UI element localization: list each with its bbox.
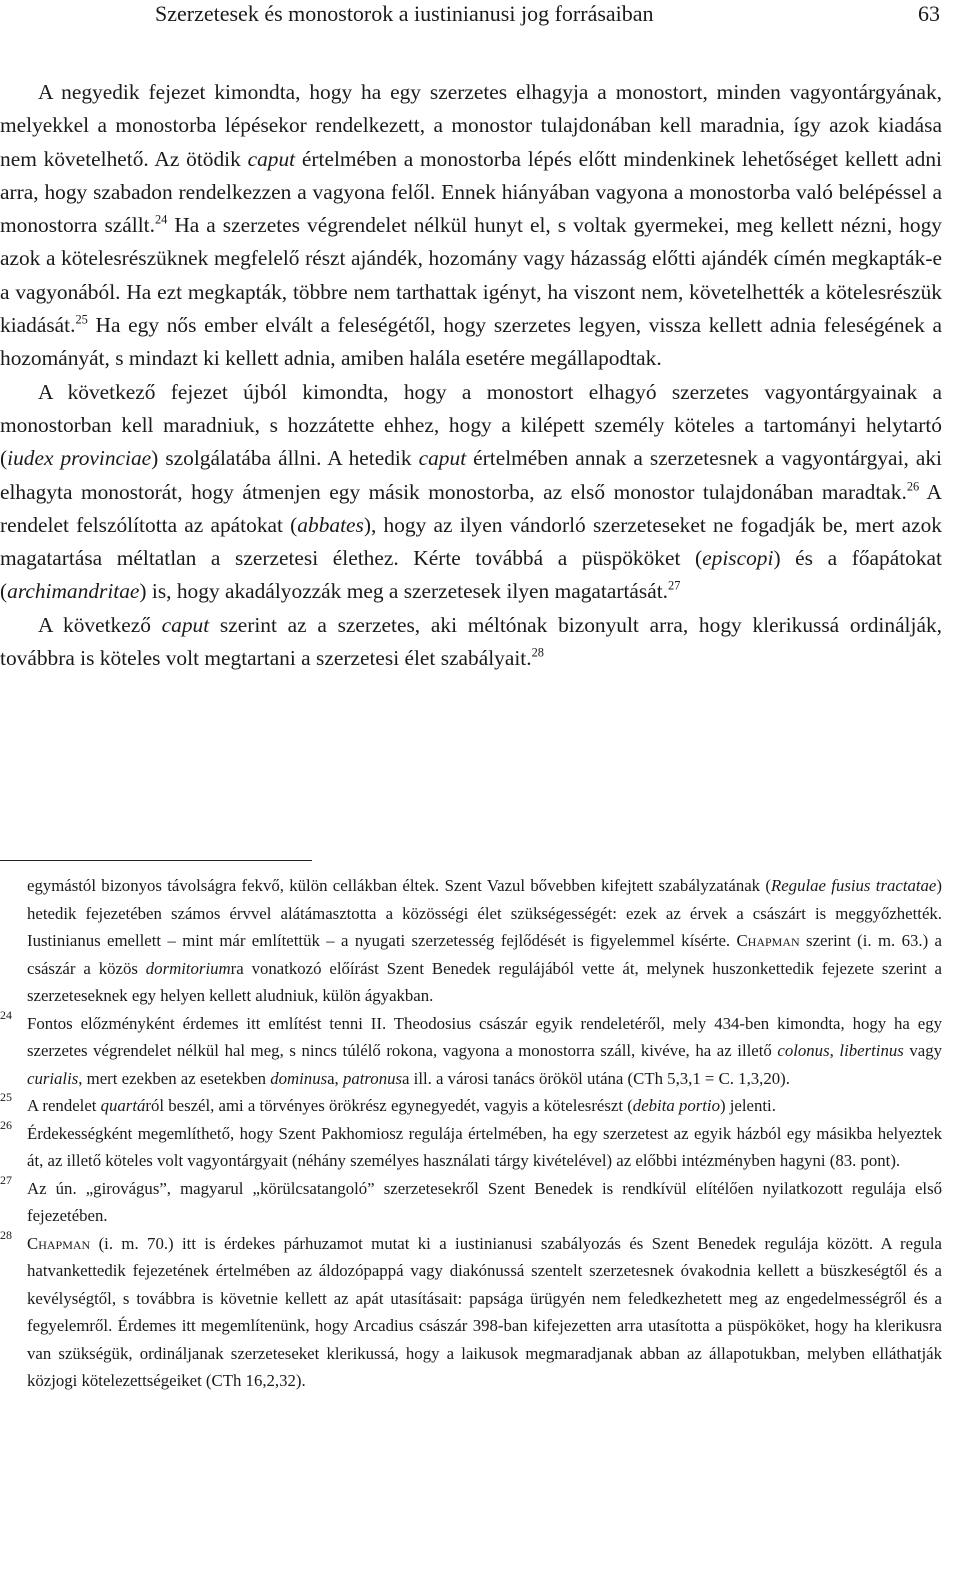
text-run: Az ún. „girovágus”, magyarul „körülcsatangoló” szerzetesekről Szent Benedek is rendkívül elítélően nyilatkozott regulája első fejezetében. <box>27 1178 942 1225</box>
page-number: 63 <box>918 1 940 26</box>
footnote-26 <box>0 1117 942 1175</box>
text-run: egymástól bizonyos távolságra fekvő, külön cellákban éltek. Szent Vazul bővebben kifejtett szabályzatának ( <box>27 876 771 895</box>
footnote-number: 26 <box>0 1117 12 1132</box>
italic-term: abbates <box>297 512 364 537</box>
italic-term: archimandritae <box>7 579 140 604</box>
footnote-28 <box>0 1227 942 1395</box>
paragraph <box>0 76 942 376</box>
text-run: ) szolgálatába állni. A hetedik <box>151 446 419 471</box>
footnote-ref[interactable]: 24 <box>154 212 168 227</box>
paragraph <box>0 609 942 676</box>
text-run: Fontos előzményként érdemes itt említést tenni II. Theodosius császár egyik rendeletéről, mely 434-ben kimondta, hogy ha egy szerzetes végrendelet nélkül hal meg, s nincs túlélő rokona, vagyona a monostorra száll, kivéve, ha az illető <box>27 1013 942 1060</box>
footnote-ref[interactable]: 25 <box>75 312 88 327</box>
text-run: szerint az a szerzetes, aki méltónak bizonyult arra, hogy klerikussá ordinálják, továbbra is köteles volt megtartani a szerzetesi élet szabályait. <box>0 612 942 671</box>
text-run: a, <box>327 1068 343 1088</box>
running-header <box>0 0 960 36</box>
text-run: a ill. a városi tanács örököl utána (CTh 5,3,1 = C. 1,3,20). <box>402 1068 790 1088</box>
author-name: Chapman <box>736 931 800 950</box>
footnote-number: 25 <box>0 1090 12 1104</box>
italic-term: caput <box>247 146 296 171</box>
text-run: ) hetedik fejezetében számos érvvel alátámasztotta a közösségi élet szükségességét: ezek az érvek a császárt is meggyőzhették. Iustinianus emellett – mint már említettük – a nyugati szerzetesség fejlődését is figyelemmel kísérte. <box>27 876 942 950</box>
footnote-24 <box>0 1007 942 1093</box>
text-run: ról beszél, ami a törvényes örökrész egynegyedét, vagyis a kötelesrészt ( <box>145 1096 633 1115</box>
footnote-number: 27 <box>0 1172 12 1187</box>
text-run: (i. m. 70.) itt is érdekes párhuzamot mutat ki a iustinianusi szabályozás és Szent Benedek regulája között. A regula hatvankettedik fejezetének értelmében az áldozópappá vagy diakónussá szentelt szerzetesnek óvakodnia kellett a büszkeségtől és a kevélységtől, s továbbra is követnie kellett az apát utasításait: papsága ürügyén nem feledkezhetett meg az engedelmességről és a fegyelemről. Érdemes itt megemlítenünk, hogy Arcadius császár 398-ban kifejezetten arra utasította a püspököket, hogy ha klerikusra van szükségük, ordináljanak szerzeteseket klerikussá, hogy a laikusok megmaradjanak abban az állapotukban, melyben elláthatják közjogi kötelezettségeiket (CTh 16,2,32). <box>27 1233 942 1390</box>
text-run: ra vonatkozó előírást Szent Benedek regulájából vette át, melynek huszonkettedik fejezete szerint a szerzeteseknek egy helyen kellett aludniuk, külön ágyakban. <box>27 958 942 1005</box>
running-title: Szerzetesek és monostorok a iustinianusi jog forrásaiban <box>155 1 654 26</box>
footnote-divider <box>0 860 312 861</box>
text-run: ) is, hogy akadályozzák meg a szerzetesek ilyen magatartását. <box>139 579 669 604</box>
text-run: Ha a szerzetes végrendelet nélkül hunyt el, s voltak gyermekei, meg kellett nézni, hogy azok a kötelesrészüknek megfelelő részt ajándék, hozomány vagy házasság előtti ajándék címén megkapták-e a vagyonából. Ha ezt megkapták, többre nem tarthattak igényt, ha viszont nem, követelhették a kötelesrészük kiadását. <box>0 213 942 338</box>
text-run: értelmében annak a szerzetesnek a vagyontárgyai, aki elhagyta monostorát, hogy átmenjen egy másik monostorba, az első monostor tulajdonában maradtak. <box>0 446 942 504</box>
text-run: A negyedik fejezet kimondta, hogy ha egy szerzetes elhagyja a monostort, minden vagyontárgyának, melyekkel a monostorba lépésekor rendelkezett, a monostor tulajdonában kell maradnia, így azok kiadása nem követelhető. Az ötödik <box>0 80 942 171</box>
text-run: A rendelet felszólította az apátokat ( <box>0 479 942 537</box>
italic-term: caput <box>161 612 210 637</box>
italic-term: debita portio <box>632 1096 720 1115</box>
text-run: A következő fejezet újból kimondta, hogy a monostort elhagyó szerzetes vagyontárgyainak a monostorban kell maradniuk, s hozzátette ehhez, hogy a kilépett személy köteles a tartományi helytartó ( <box>0 379 942 471</box>
footnote-ref[interactable]: 26 <box>906 478 920 493</box>
text-run: ) jelenti. <box>719 1096 776 1115</box>
text-run: A következő <box>38 612 162 637</box>
text-run: , mert ezekben az esetekben <box>78 1068 271 1088</box>
paragraph <box>0 376 942 609</box>
footnote-number: 28 <box>0 1227 12 1242</box>
italic-term: dormitorium <box>145 958 231 978</box>
text-run: ) és a főapátokat ( <box>0 546 942 604</box>
main-text <box>0 76 942 675</box>
text-run: vagy <box>903 1041 942 1060</box>
text-run: Érdekességként megemlíthető, hogy Szent Pakhomiosz regulája értelmében, ha egy szerzetest az egyik házból egy másikba helyeztek át, az illető köteles volt vagyontárgyait (néhány személyes használati tárgy kivételével) az előbbi intézményben hagyni (83. pont). <box>27 1123 942 1170</box>
footnote-ref[interactable]: 27 <box>668 578 681 593</box>
text-run: értelmében a monostorba lépés előtt mindenkinek lehetőséget kellett adni arra, hogy szabadon rendelkezzen a vagyona felől. Ennek hiányában vagyona a monostorba való belépéssel a monostorra szállt. <box>0 146 942 238</box>
footnote-25 <box>0 1092 942 1120</box>
footnote-continuation <box>0 872 942 1010</box>
text-run: ), hogy az ilyen vándorló szerzeteseket ne fogadják be, mert azok magatartása méltatlan a szerzetesi élethez. Kérte továbbá a püspököket ( <box>0 512 942 571</box>
italic-term: dominus <box>270 1068 328 1088</box>
text-run: A rendelet <box>27 1096 101 1115</box>
footnotes <box>0 872 942 1395</box>
author-name: Chapman <box>27 1233 91 1253</box>
italic-term: patronus <box>342 1068 403 1088</box>
italic-term: iudex provinciae <box>7 446 152 471</box>
italic-term: curialis <box>27 1068 79 1088</box>
italic-term: quartá <box>100 1096 146 1115</box>
footnote-ref[interactable]: 28 <box>531 645 544 660</box>
text-run: , <box>829 1041 840 1060</box>
italic-term: libertinus <box>839 1041 904 1060</box>
text-run: Ha egy nős ember elvált a feleségétől, hogy szerzetes legyen, vissza kellett adnia feleségének a hozományát, s mindazt ki kellett adnia, amiben halála esetére megállapodtak. <box>0 313 942 371</box>
italic-term: Regulae fusius tractatae <box>770 876 937 895</box>
italic-term: colonus <box>777 1041 830 1060</box>
footnote-number: 24 <box>0 1007 12 1022</box>
italic-term: episcopi <box>702 546 774 571</box>
italic-term: caput <box>418 446 467 471</box>
text-run: szerint (i. m. 63.) a császár a közös <box>27 931 942 978</box>
footnote-27 <box>0 1172 942 1230</box>
